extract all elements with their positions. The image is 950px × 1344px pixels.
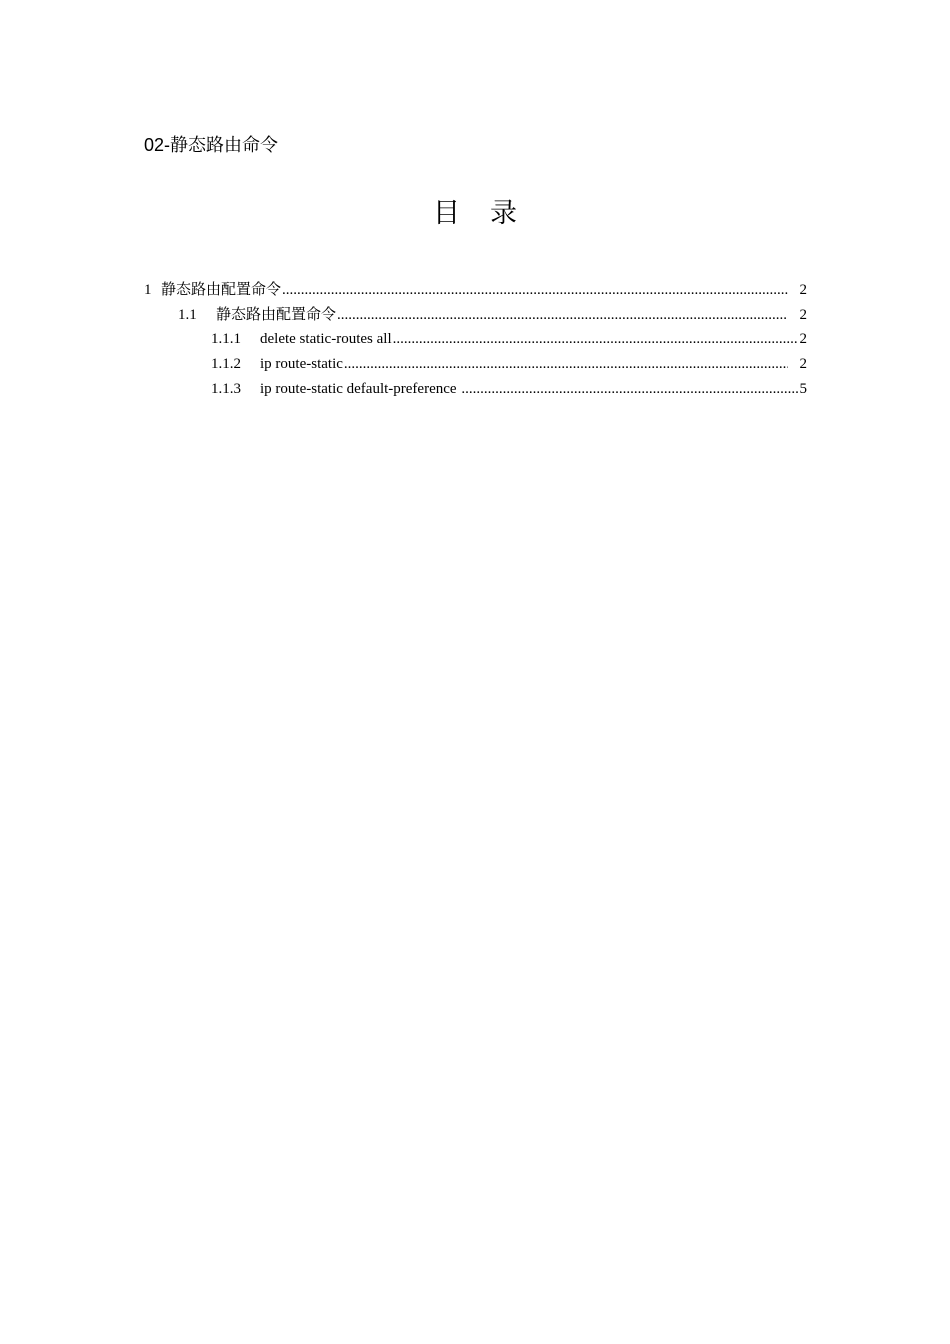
toc-entry-page: 5 [799,380,807,397]
toc-entry-1-1-2[interactable] [144,352,807,377]
toc-entry-text[interactable]: delete static-routes all [260,331,392,348]
toc-entry-page: 2 [799,331,807,348]
toc-dot-leader [344,352,788,377]
toc-dot-leader [282,278,788,303]
toc-entry-1-1[interactable] [144,303,807,328]
toc-dot-leader [393,327,798,352]
toc-entry-number: 1.1.1 [211,331,241,348]
toc-entry-page: 2 [799,356,807,373]
toc-entry-number: 1 [144,282,152,298]
toc-entry-1-1-1[interactable] [144,327,807,352]
table-of-contents [144,278,807,401]
toc-dot-leader [461,377,798,402]
toc-entry-number: 1.1.3 [211,380,241,397]
toc-entry-text[interactable]: 静态路由配置命令 [161,282,282,298]
toc-dot-leader [337,303,788,328]
toc-entry-page: 2 [799,306,807,323]
toc-entry-text[interactable]: ip route-static [260,356,343,373]
toc-entry-text[interactable]: ip route-static default-preference [260,380,461,397]
document-header: 02-静态路由命令 [144,135,279,155]
toc-entry-1-1-3[interactable] [144,377,807,402]
toc-title: 目录 [433,198,547,228]
toc-entry-number: 1.1.2 [211,356,241,373]
toc-entry-text[interactable]: 静态路由配置命令 [216,306,337,323]
toc-entry-number: 1.1 [178,306,197,323]
toc-entry-1[interactable] [144,278,807,303]
toc-entry-page: 2 [799,282,807,298]
